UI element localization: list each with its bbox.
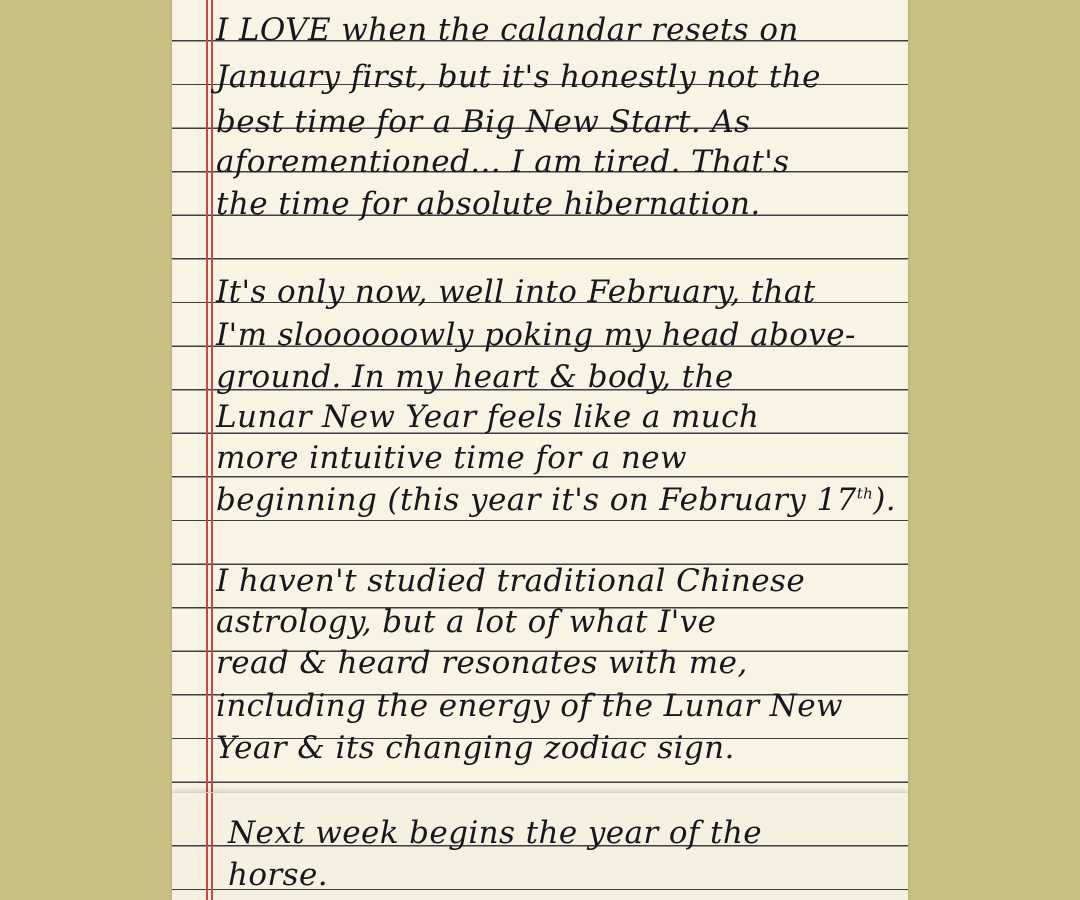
handwritten-line: more intuitive time for a new — [216, 440, 687, 476]
closing-parenthesis: ). — [873, 482, 896, 518]
handwritten-line: I LOVE when the calandar resets on — [216, 12, 799, 48]
handwritten-line: aforementioned... I am tired. That's — [216, 144, 790, 180]
handwritten-line: best time for a Big New Start. As — [216, 104, 751, 140]
handwritten-line: horse. — [228, 857, 328, 893]
handwritten-line: Next week begins the year of the — [228, 815, 763, 851]
handwritten-line: Year & its changing zodiac sign. — [216, 730, 735, 766]
margin-line-right — [211, 0, 213, 792]
ordinal-suffix: th — [856, 484, 874, 503]
notebook — [172, 0, 908, 900]
notebook-page-1 — [172, 0, 908, 792]
handwritten-text: beginning (this year it's on February 17 — [216, 482, 857, 518]
notebook-page-2 — [172, 792, 908, 900]
margin-line-left — [206, 793, 208, 900]
handwritten-line: January first, but it's honestly not the — [216, 59, 821, 95]
handwritten-line: ground. In my heart & body, the — [216, 359, 734, 395]
handwritten-line: astrology, but a lot of what I've — [216, 604, 717, 640]
handwritten-line: I'm sloooooowly poking my head above- — [216, 317, 856, 353]
handwritten-line: including the energy of the Lunar New — [216, 688, 843, 724]
handwritten-line: Lunar New Year feels like a much — [216, 399, 760, 435]
margin-line-left — [206, 0, 208, 792]
margin-line-right — [211, 793, 213, 900]
handwritten-line — [216, 480, 896, 520]
handwritten-line: read & heard resonates with me, — [216, 645, 748, 681]
handwritten-line: It's only now, well into February, that — [216, 274, 816, 310]
handwritten-line: the time for absolute hibernation. — [216, 186, 761, 222]
handwritten-line: I haven't studied traditional Chinese — [216, 563, 806, 599]
